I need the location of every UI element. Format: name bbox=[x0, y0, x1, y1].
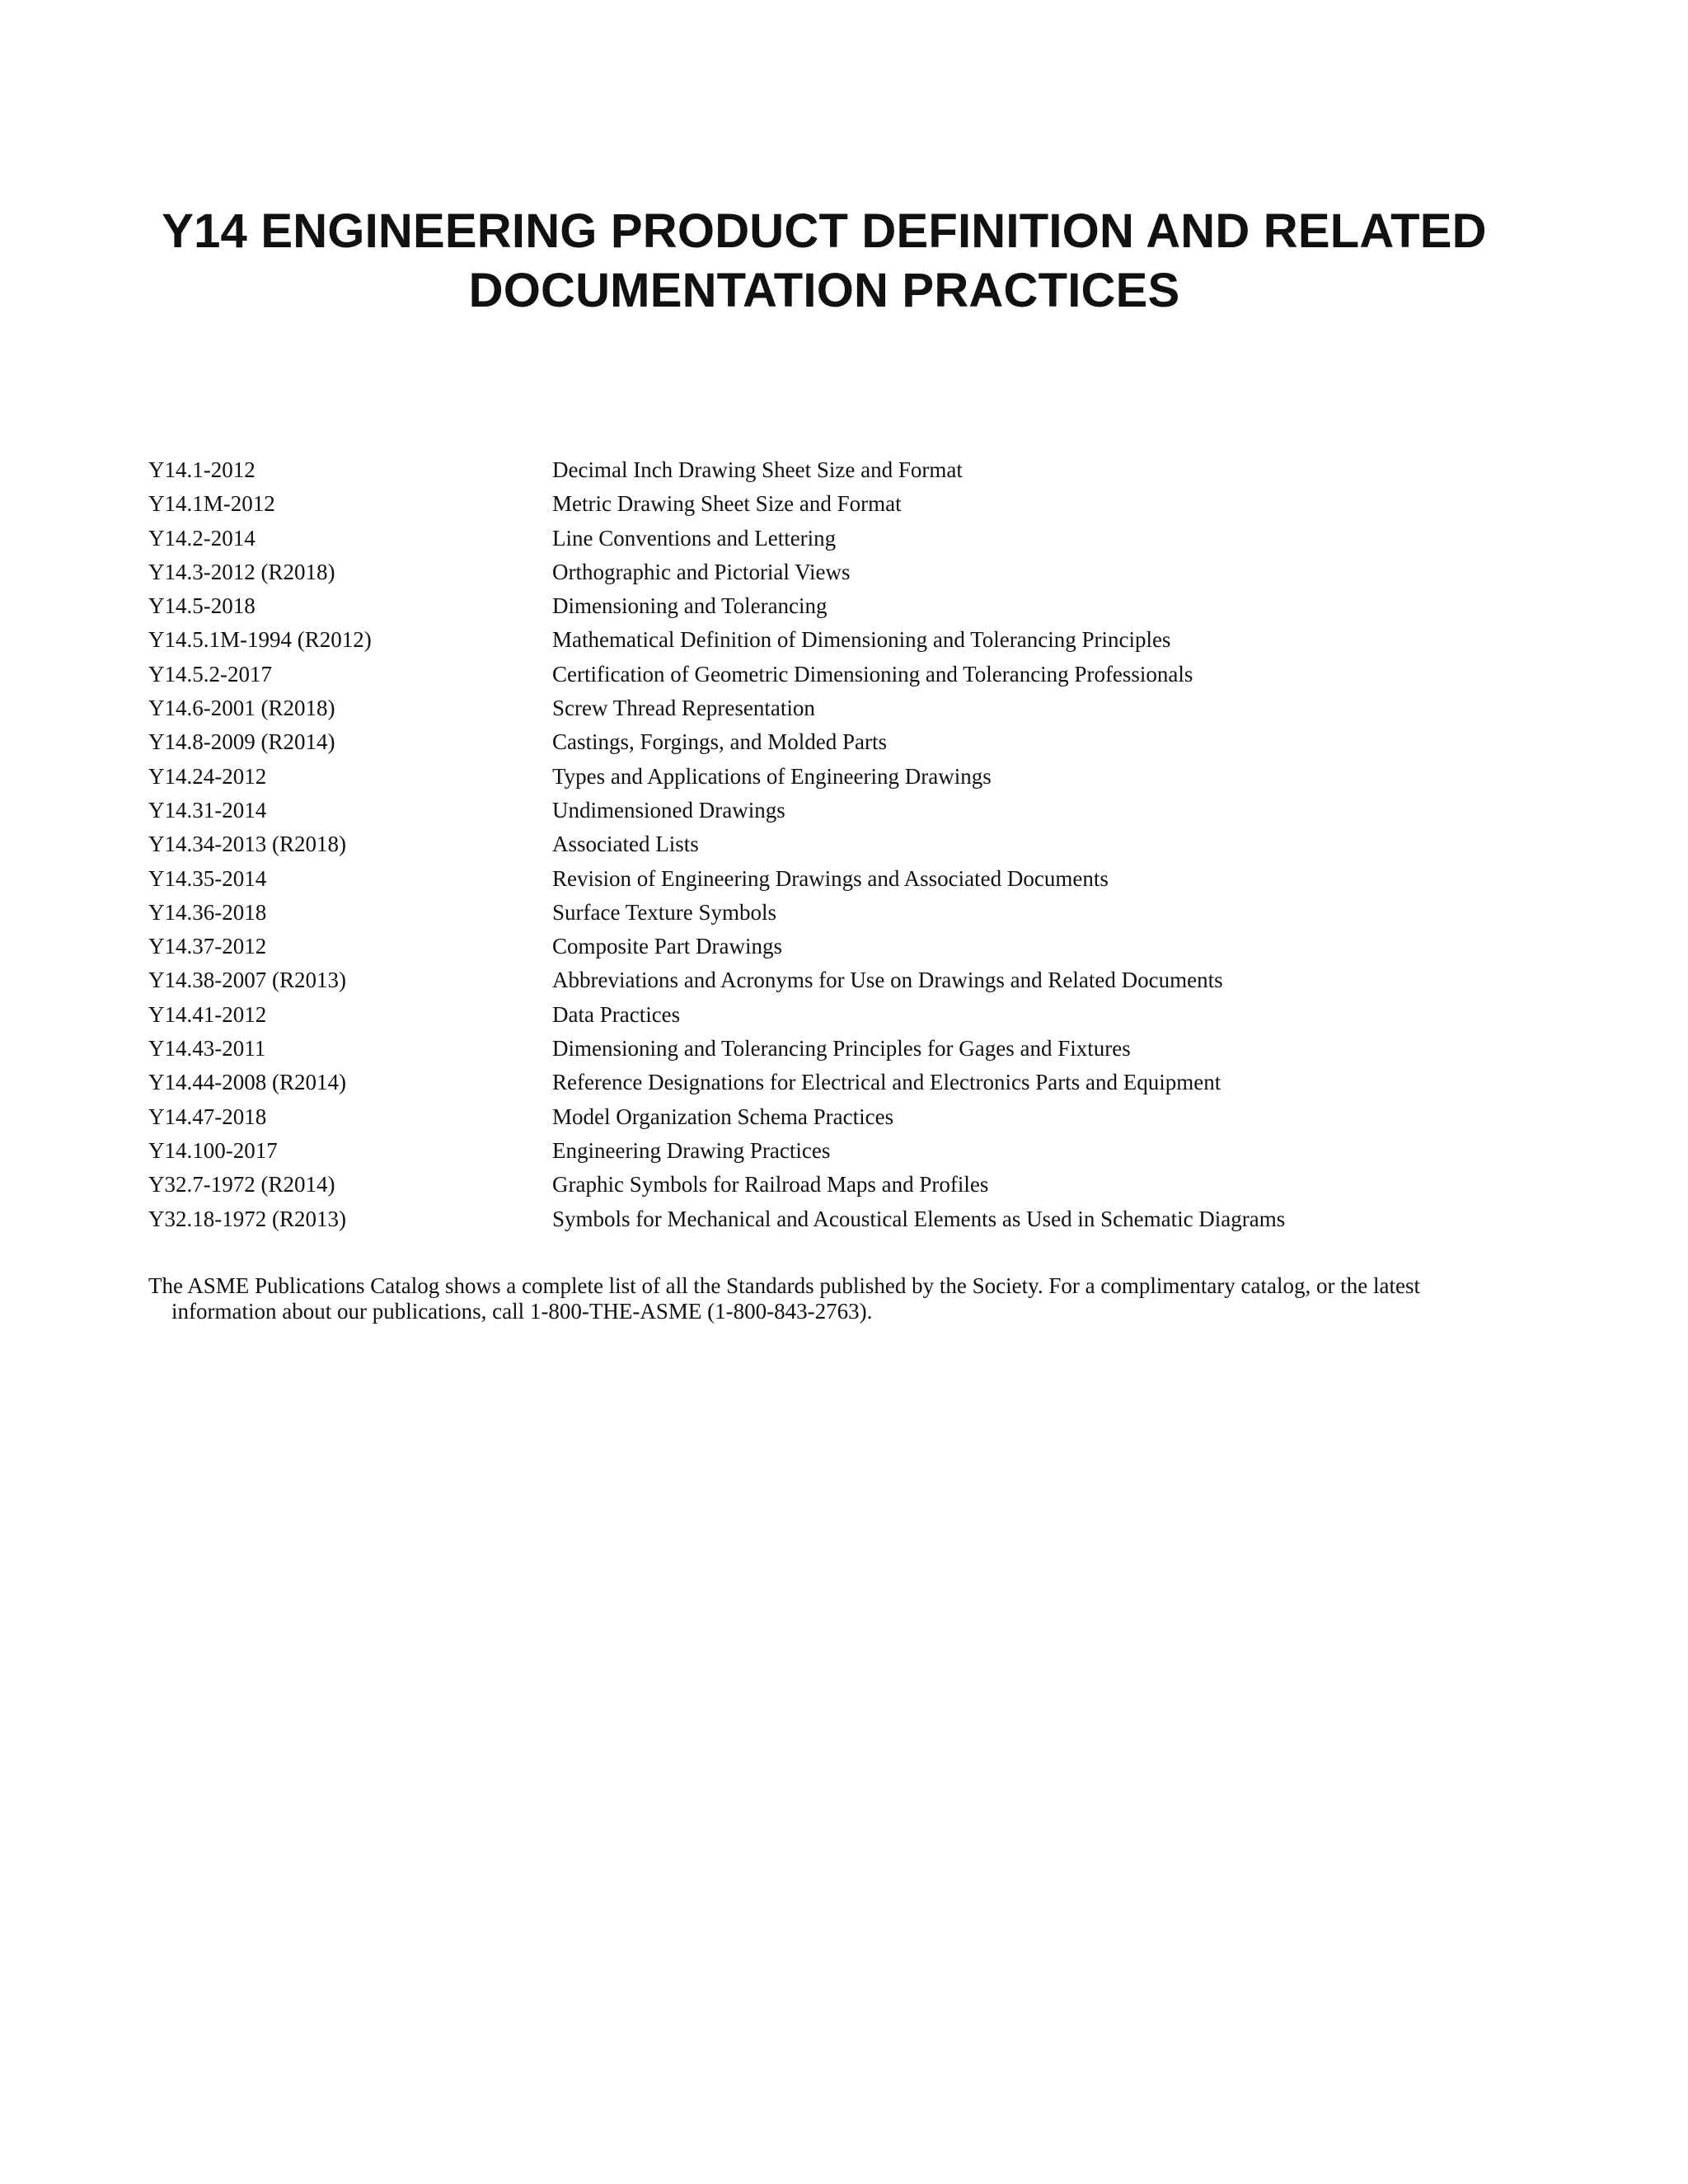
page-title bbox=[124, 202, 1525, 321]
list-item bbox=[148, 930, 1550, 963]
list-item bbox=[148, 522, 1550, 555]
list-item bbox=[148, 794, 1550, 827]
list-item bbox=[148, 1202, 1550, 1236]
standard-title: Certification of Geometric Dimensioning and Tolerancing Professionals bbox=[552, 661, 1193, 687]
standard-title: Decimal Inch Drawing Sheet Size and Format bbox=[552, 457, 963, 482]
standard-title: Types and Applications of Engineering Drawings bbox=[552, 763, 992, 789]
standard-title: Engineering Drawing Practices bbox=[552, 1137, 831, 1163]
standard-title: Model Organization Schema Practices bbox=[552, 1104, 894, 1129]
list-item bbox=[148, 1032, 1550, 1066]
standard-title: Metric Drawing Sheet Size and Format bbox=[552, 491, 902, 517]
list-item bbox=[148, 691, 1550, 725]
list-item bbox=[148, 1134, 1550, 1168]
standard-code: Y14.34-2013 (R2018) bbox=[148, 832, 346, 857]
standard-title: Symbols for Mechanical and Acoustical Elements as Used in Schematic Diagrams bbox=[552, 1206, 1286, 1231]
list-item bbox=[148, 725, 1550, 759]
standard-code: Y32.18-1972 (R2013) bbox=[148, 1206, 346, 1231]
list-item bbox=[148, 487, 1550, 521]
standard-code: Y14.6-2001 (R2018) bbox=[148, 696, 335, 721]
list-item bbox=[148, 1100, 1550, 1134]
list-item bbox=[148, 1168, 1550, 1202]
list-item bbox=[148, 827, 1550, 861]
standard-code: Y14.35-2014 bbox=[148, 865, 267, 891]
standard-title: Reference Designations for Electrical and Electronics Parts and Equipment bbox=[552, 1070, 1221, 1095]
standard-title: Revision of Engineering Drawings and Associated Documents bbox=[552, 865, 1109, 891]
standard-code: Y32.7-1972 (R2014) bbox=[148, 1172, 335, 1197]
page-title-line-2: DOCUMENTATION PRACTICES bbox=[468, 264, 1180, 317]
standard-code: Y14.100-2017 bbox=[148, 1137, 278, 1163]
list-item bbox=[148, 555, 1550, 589]
list-item bbox=[148, 453, 1550, 487]
standard-title: Dimensioning and Tolerancing bbox=[552, 593, 828, 619]
standard-code: Y14.24-2012 bbox=[148, 763, 267, 789]
standard-code: Y14.36-2018 bbox=[148, 899, 267, 925]
standard-code: Y14.5.2-2017 bbox=[148, 661, 272, 687]
standard-code: Y14.2-2014 bbox=[148, 525, 256, 551]
standard-code: Y14.44-2008 (R2014) bbox=[148, 1070, 346, 1095]
standard-title: Dimensioning and Tolerancing Principles for Gages and Fixtures bbox=[552, 1036, 1131, 1062]
standard-title: Undimensioned Drawings bbox=[552, 797, 785, 823]
page-title-line-1: Y14 ENGINEERING PRODUCT DEFINITION AND RELATED bbox=[162, 204, 1487, 258]
standard-title: Associated Lists bbox=[552, 832, 699, 857]
standard-code: Y14.41-2012 bbox=[148, 1001, 267, 1027]
standard-code: Y14.43-2011 bbox=[148, 1036, 266, 1062]
standard-code: Y14.1M-2012 bbox=[148, 491, 275, 517]
standard-title: Surface Texture Symbols bbox=[552, 899, 777, 925]
standard-code: Y14.47-2018 bbox=[148, 1104, 267, 1129]
standard-title: Graphic Symbols for Railroad Maps and Profiles bbox=[552, 1172, 989, 1197]
list-item bbox=[148, 998, 1550, 1032]
list-item bbox=[148, 1066, 1550, 1099]
list-item bbox=[148, 760, 1550, 794]
list-item bbox=[148, 623, 1550, 657]
standard-title: Data Practices bbox=[552, 1001, 681, 1027]
standard-code: Y14.5-2018 bbox=[148, 593, 256, 619]
standard-title: Screw Thread Representation bbox=[552, 696, 815, 721]
list-item bbox=[148, 963, 1550, 997]
standard-title: Abbreviations and Acronyms for Use on Drawings and Related Documents bbox=[552, 968, 1223, 993]
standard-title: Mathematical Definition of Dimensioning and Tolerancing Principles bbox=[552, 627, 1171, 653]
standard-title: Castings, Forgings, and Molded Parts bbox=[552, 729, 888, 755]
list-item bbox=[148, 862, 1550, 896]
standards-list bbox=[148, 453, 1550, 1236]
standard-title: Line Conventions and Lettering bbox=[552, 525, 837, 551]
standard-title: Composite Part Drawings bbox=[552, 934, 782, 959]
standard-code: Y14.8-2009 (R2014) bbox=[148, 729, 335, 755]
standard-code: Y14.38-2007 (R2013) bbox=[148, 968, 346, 993]
list-item bbox=[148, 658, 1550, 691]
standard-title: Orthographic and Pictorial Views bbox=[552, 559, 851, 584]
standard-code: Y14.1-2012 bbox=[148, 457, 256, 482]
standard-code: Y14.5.1M-1994 (R2012) bbox=[148, 627, 372, 653]
standard-code: Y14.3-2012 (R2018) bbox=[148, 559, 335, 584]
list-item bbox=[148, 896, 1550, 930]
standard-code: Y14.31-2014 bbox=[148, 797, 267, 823]
list-item bbox=[148, 589, 1550, 623]
catalog-footnote: The ASME Publications Catalog shows a complete list of all the Standards published by the Society. For a complimentary catalog, or the latest information about our publications, call 1-800-THE-ASME (1-800-843-2763). bbox=[148, 1273, 1420, 1324]
standard-code: Y14.37-2012 bbox=[148, 934, 267, 959]
